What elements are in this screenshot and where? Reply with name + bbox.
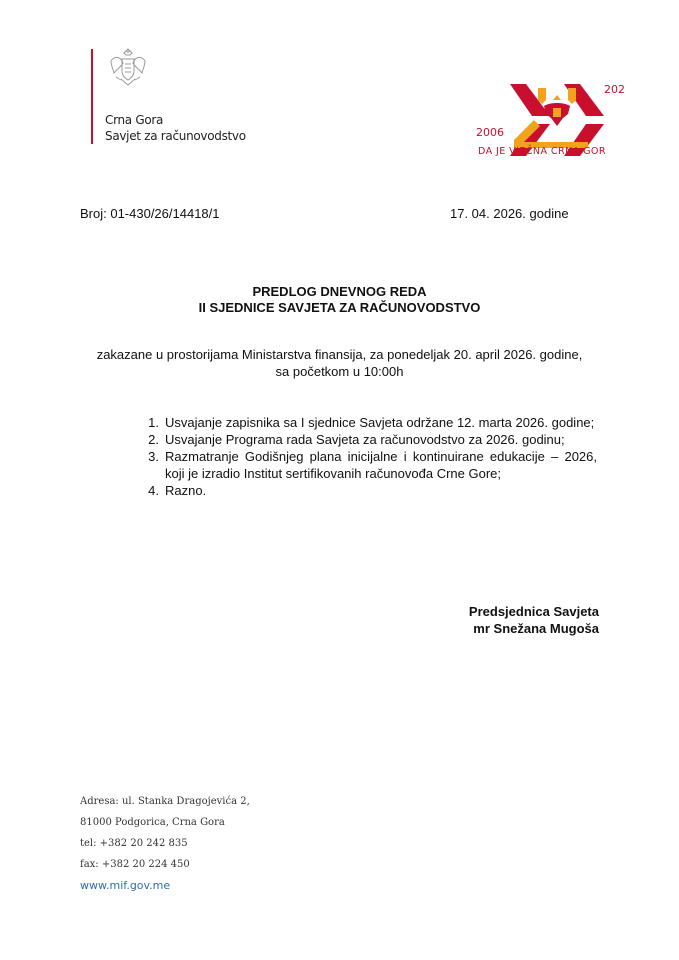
document-title-line-2: II SJEDNICE SAVJETA ZA RAČUNOVODSTVO xyxy=(198,300,481,315)
footer-fax: fax: +382 20 224 450 xyxy=(80,859,190,870)
footer-address-line-1: Adresa: ul. Stanka Dragojevića 2, xyxy=(80,796,250,807)
document-number: Broj: 01-430/26/14418/1 xyxy=(80,206,220,221)
org-line-2: Savjet za računovodstvo xyxy=(105,129,246,143)
header-divider-line xyxy=(91,49,93,144)
intro-line-2: sa početkom u 10:00h xyxy=(275,364,404,379)
agenda-item xyxy=(135,414,597,431)
signature-name: mr Snežana Mugoša xyxy=(473,621,599,636)
agenda-item-number: 1. xyxy=(148,415,159,430)
document-date: 17. 04. 2026. godine xyxy=(450,206,569,221)
agenda-item-text: Razmatranje Godišnjeg plana inicijalne i kontinuirane edukacije – 2026, koji je izradio Institut sertifikovanih računovođa Crne Gore; xyxy=(165,449,597,481)
agenda-item-text: Usvajanje Programa rada Savjeta za računovodstvo za 2026. godinu; xyxy=(165,432,565,447)
anniversary-slogan: DA JE VJEČNA CRNA GOR xyxy=(478,146,606,157)
anniversary-year-end: 202 xyxy=(604,83,625,96)
footer-phone: tel: +382 20 242 835 xyxy=(80,838,188,849)
agenda-item-number: 2. xyxy=(148,432,159,447)
footer-contact xyxy=(80,795,250,900)
signature-block xyxy=(380,603,599,637)
organization-name xyxy=(105,112,246,144)
agenda-item xyxy=(135,482,597,499)
agenda-item xyxy=(135,431,597,448)
agenda-list xyxy=(135,414,597,499)
signature-role: Predsjednica Savjeta xyxy=(468,604,599,619)
org-line-1: Crna Gora xyxy=(105,113,164,127)
agenda-item xyxy=(135,448,597,482)
agenda-item-number: 4. xyxy=(148,483,159,498)
crest-eagle-icon xyxy=(544,95,570,126)
agenda-item-number: 3. xyxy=(148,449,159,464)
anniversary-numeral: XX xyxy=(557,126,559,127)
coat-of-arms-icon xyxy=(107,47,149,87)
intro-line-1: zakazane u prostorijama Ministarstva finansija, za ponedeljak 20. april 2026. godine, xyxy=(96,347,583,362)
anniversary-year-start: 2006 xyxy=(476,126,504,139)
anniversary-logo xyxy=(472,80,642,160)
agenda-item-text: Usvajanje zapisnika sa I sjednice Savjeta održane 12. marta 2026. godine; xyxy=(165,415,595,430)
agenda-item-text: Razno. xyxy=(165,483,207,498)
document-title-line-1: PREDLOG DNEVNOG REDA xyxy=(252,284,427,299)
footer-website-link[interactable]: www.mif.gov.me xyxy=(80,879,171,892)
footer-address-line-2: 81000 Podgorica, Crna Gora xyxy=(80,817,225,828)
meeting-intro xyxy=(60,346,619,380)
